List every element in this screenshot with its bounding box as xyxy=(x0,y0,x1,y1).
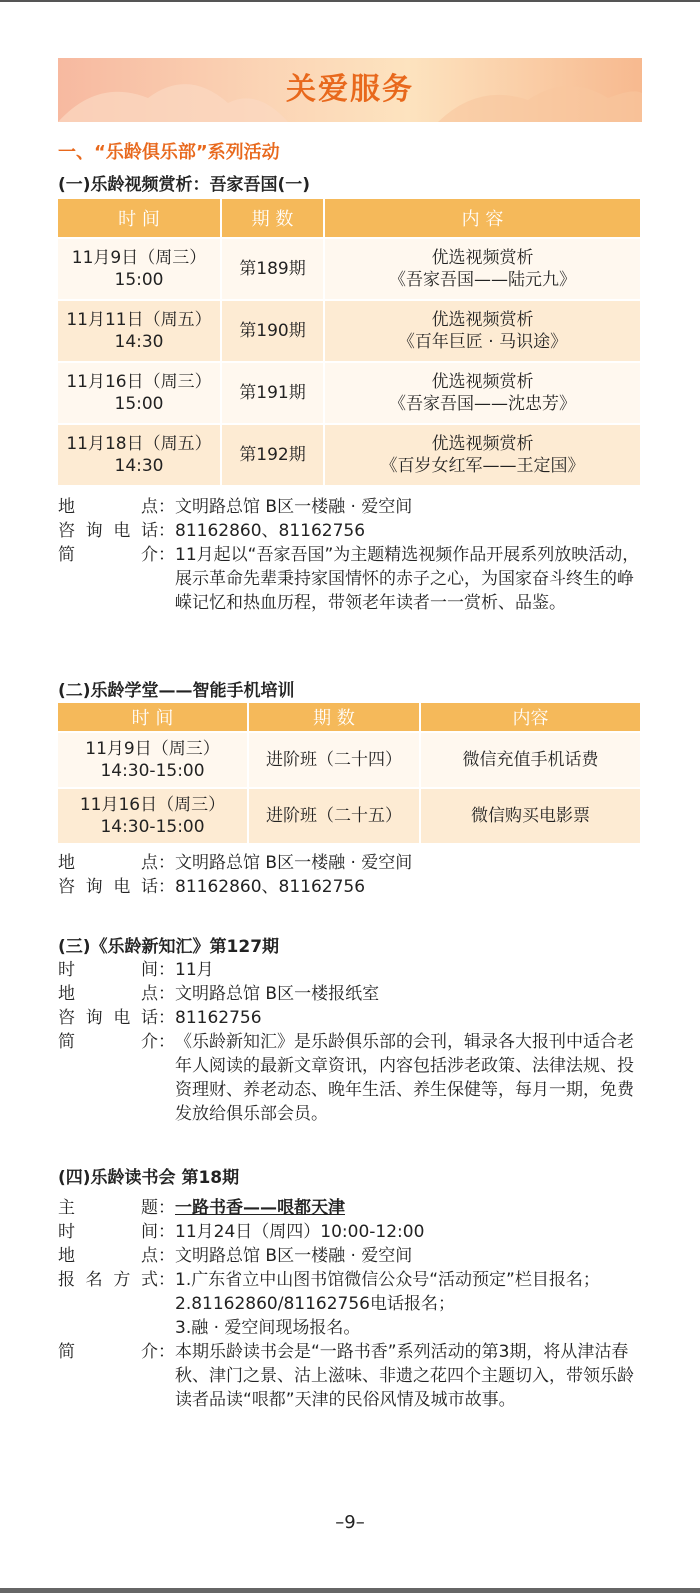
bottom-border xyxy=(0,1588,700,1593)
phone-text: 81162860、81162756 xyxy=(175,521,366,541)
cell-issue: 第190期 xyxy=(221,300,324,362)
time-text: 11月24日（周四）10:00-12:00 xyxy=(175,1222,425,1242)
header-time: 时 间 xyxy=(58,199,221,238)
part2-title: (二)乐龄学堂——智能手机培训 xyxy=(58,681,295,701)
phone-training-table xyxy=(58,703,640,845)
table-row xyxy=(58,238,640,300)
cell-time: 11月9日（周三） 15:00 xyxy=(58,238,221,300)
page-number: –9– xyxy=(335,1512,365,1533)
table-row xyxy=(58,424,640,486)
cell-content: 优选视频赏析 《百年巨匠 · 马识途》 xyxy=(324,300,640,362)
video-schedule-table xyxy=(58,199,640,487)
cell-time: 11月9日（周三） 14:30-15:00 xyxy=(58,732,248,788)
location-text: 文明路总馆 B区一楼融 · 爱空间 xyxy=(175,497,413,517)
part4-info: 主 题 ： 一路书香——哏都天津 时 间 ： 11月24日（周四）10:00-12:00 地 点 ： 文明路总馆 B区一楼融 · 爱空间 报名方式 ： 1.广东省立中山图书馆微信公众号“活动预定”栏目报名； 2.81162860/81162756电话报名； 3.融 · 爱空间现场报名。 简 介 ： 本期乐龄读书会是“一路书香”系列活动的第3期，将从津沽春秋、津门之景、沽上滋味、非遗之花四个主题切入，带领乐龄读者品读“哏都”天津的民俗风情及城市故事。 xyxy=(58,1196,648,1412)
cell-issue: 第192期 xyxy=(221,424,324,486)
section-title: 一、“乐龄俱乐部”系列活动 xyxy=(58,142,280,163)
cell-content: 优选视频赏析 《吾家吾国——陆元九》 xyxy=(324,238,640,300)
cell-content: 优选视频赏析 《百岁女红军——王定国》 xyxy=(324,424,640,486)
intro-text: 《乐龄新知汇》是乐龄俱乐部的会刊，辑录各大报刊中适合老年人阅读的最新文章资讯，内容包括涉老政策、法律法规、投资理财、养老动态、晚年生活、养生保健等，每月一期，免费发放给俱乐部会员。 xyxy=(175,1032,634,1124)
part4-title: (四)乐龄读书会 第18期 xyxy=(58,1168,240,1188)
cell-issue: 第189期 xyxy=(221,238,324,300)
banner-title: 关爱服务 xyxy=(286,72,414,107)
part3-info: 时 间 ： 11月 地 点 ： 文明路总馆 B区一楼报纸室 咨询电话 ： 81162756 简 介 ： 《乐龄新知汇》是乐龄俱乐部的会刊，辑录各大报刊中适合老年人阅读的最新文章资讯，内容包括涉老政策、法律法规、投资理财、养老动态、晚年生活、养生保健等，每月一期，免费发放给俱乐部会员。 xyxy=(58,958,648,1126)
header-time: 时 间 xyxy=(58,703,248,732)
cell-issue: 进阶班（二十五） xyxy=(248,788,420,844)
intro-text: 11月起以“吾家吾国”为主题精选视频作品开展系列放映活动，展示革命先辈秉持家国情怀的赤子之心，为国家奋斗终生的峥嵘记忆和热血历程，带领老年读者一一赏析、品鉴。 xyxy=(175,545,640,613)
top-border xyxy=(0,0,700,2)
part1-title: (一)乐龄视频赏析：吾家吾国(一) xyxy=(58,175,311,195)
phone-text: 81162756 xyxy=(175,1008,262,1028)
table-row xyxy=(58,362,640,424)
phone-text: 81162860、81162756 xyxy=(175,877,366,897)
header-issue: 期 数 xyxy=(221,199,324,238)
header-content: 内 容 xyxy=(324,199,640,238)
cell-content: 微信充值手机话费 xyxy=(420,732,640,788)
part2-info: 地 点 ： 文明路总馆 B区一楼融 · 爱空间 咨询电话 ： 81162860、81162756 xyxy=(58,851,648,899)
section-banner xyxy=(58,58,642,122)
table-row xyxy=(58,300,640,362)
time-text: 11月 xyxy=(175,960,214,980)
cell-content: 优选视频赏析 《吾家吾国——沈忠芳》 xyxy=(324,362,640,424)
intro-text: 本期乐龄读书会是“一路书香”系列活动的第3期，将从津沽春秋、津门之景、沽上滋味、非遗之花四个主题切入，带领乐龄读者品读“哏都”天津的民俗风情及城市故事。 xyxy=(175,1342,634,1410)
cell-time: 11月16日（周三） 15:00 xyxy=(58,362,221,424)
table-row xyxy=(58,788,640,844)
table-header-row xyxy=(58,199,640,238)
cell-content: 微信购买电影票 xyxy=(420,788,640,844)
cell-time: 11月16日（周三） 14:30-15:00 xyxy=(58,788,248,844)
cell-issue: 进阶班（二十四） xyxy=(248,732,420,788)
cell-issue: 第191期 xyxy=(221,362,324,424)
cell-time: 11月18日（周五） 14:30 xyxy=(58,424,221,486)
part1-info: 地 点 ： 文明路总馆 B区一楼融 · 爱空间 咨询电话 ： 81162860、81162756 简 介 ： 11月起以“吾家吾国”为主题精选视频作品开展系列放映活动，展示革命先辈秉持家国情怀的赤子之心，为国家奋斗终生的峥嵘记忆和热血历程，带领老年读者一一赏析、品鉴。 xyxy=(58,495,648,615)
table-row xyxy=(58,732,640,788)
header-issue: 期 数 xyxy=(248,703,420,732)
location-text: 文明路总馆 B区一楼融 · 爱空间 xyxy=(175,1246,413,1266)
signup-methods: 1.广东省立中山图书馆微信公众号“活动预定”栏目报名； 2.81162860/81162756电话报名； 3.融 · 爱空间现场报名。 xyxy=(175,1270,600,1338)
cell-time: 11月11日（周五） 14:30 xyxy=(58,300,221,362)
location-text: 文明路总馆 B区一楼报纸室 xyxy=(175,984,380,1004)
location-text: 文明路总馆 B区一楼融 · 爱空间 xyxy=(175,853,413,873)
theme-text: 一路书香——哏都天津 xyxy=(175,1198,345,1218)
part3-title: (三)《乐龄新知汇》第127期 xyxy=(58,937,280,957)
table-header-row xyxy=(58,703,640,732)
header-content: 内容 xyxy=(420,703,640,732)
